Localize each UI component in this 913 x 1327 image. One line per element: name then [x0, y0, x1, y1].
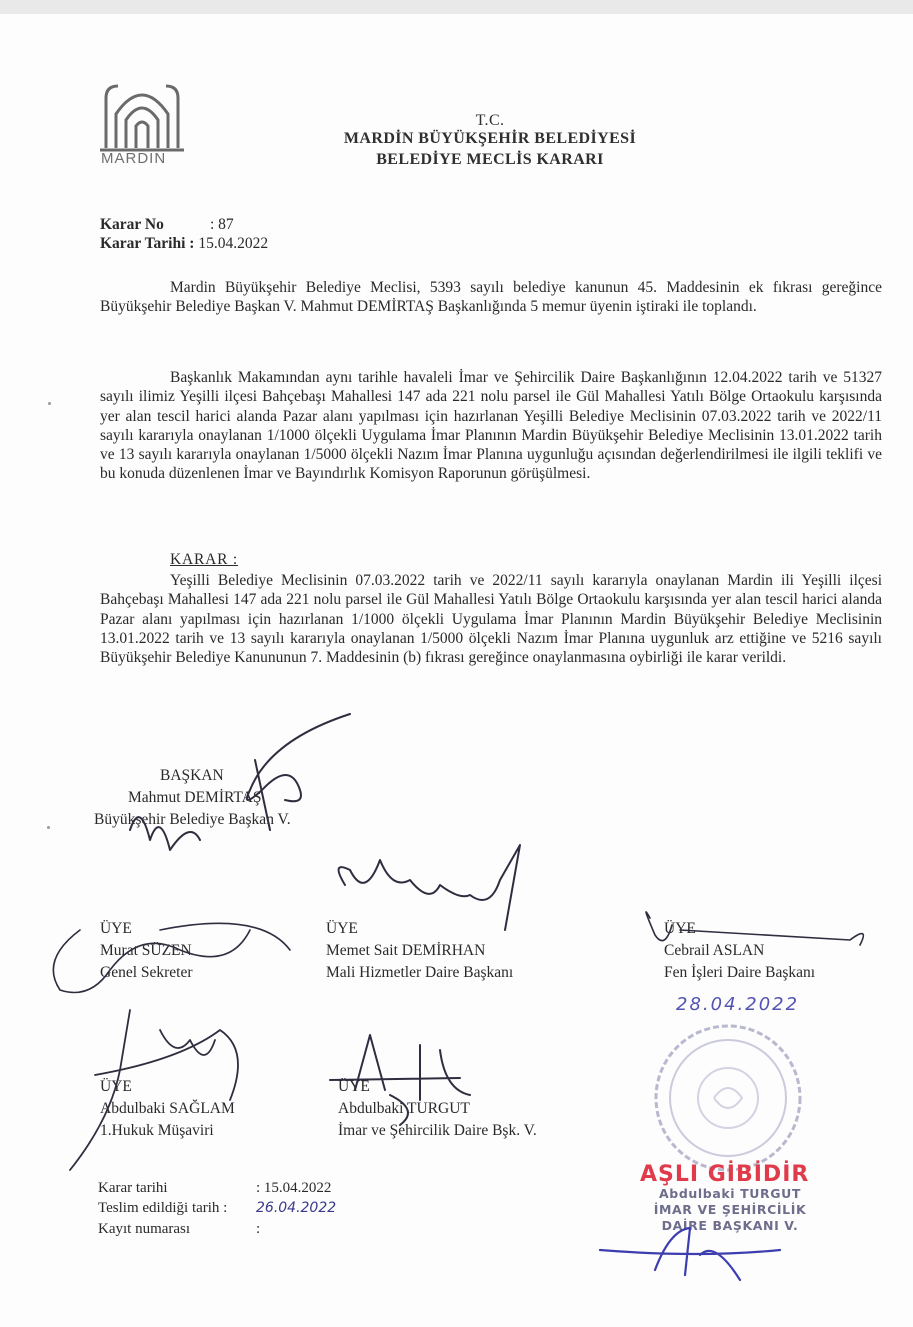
- paragraph-opening-text: Mardin Büyükşehir Belediye Meclisi, 5393 sayılı belediye kanunun 45. Maddesinin ek fıkrası gereğince Büyükşehir Belediye Başkan V. Mahmut DEMİRTAŞ Başkanlığında 5 memur üyenin iştiraki ile toplandı.: [100, 279, 882, 316]
- certifier-dept: İMAR VE ŞEHİRCİLİK: [653, 1202, 807, 1217]
- karar-tarihi-row: [100, 235, 268, 253]
- header-tc: T.C.: [475, 112, 505, 129]
- uye3-title: Fen İşleri Daire Başkanı: [664, 964, 816, 981]
- footer-teslim: [98, 1200, 336, 1217]
- footer-karar-tarihi-value: : 15.04.2022: [256, 1180, 332, 1196]
- uye5-title: İmar ve Şehircilik Daire Bşk. V.: [338, 1122, 537, 1139]
- baskan-role: BAŞKAN: [160, 767, 224, 784]
- footer-teslim-label: Teslim edildiği tarih :: [98, 1200, 228, 1216]
- handwritten-date: 28.04.2022: [676, 994, 800, 1015]
- signature-block-uye-2: [326, 918, 513, 984]
- logo-wordmark: MARDİN: [101, 150, 167, 167]
- karar-no-value: : 87: [210, 216, 234, 233]
- header-municipality: MARDİN BÜYÜKŞEHİR BELEDİYESİ: [343, 130, 637, 147]
- signature-block-uye-5: [338, 1076, 537, 1142]
- uye5-name: Abdulbaki TURGUT: [338, 1100, 470, 1117]
- baskan-name: Mahmut DEMİRTAŞ: [128, 789, 262, 806]
- uye2-name: Memet Sait DEMİRHAN: [326, 942, 486, 959]
- signature-block-uye-1: [100, 918, 193, 984]
- asli-gibidir-stamp: AŞLI GİBİDİR: [640, 1162, 810, 1187]
- punch-mark: [47, 826, 50, 829]
- official-seal-icon: [648, 1018, 808, 1178]
- footer-kayit: [98, 1221, 260, 1238]
- signature-block-uye-4: [100, 1076, 235, 1142]
- paragraph-decision-text: Yeşilli Belediye Meclisinin 07.03.2022 tarih ve 2022/11 sayılı kararıyla onaylanan Mardin ili Yeşilli ilçesi Bahçebaşı Mahallesi 147 ada 221 nolu parsel ile Gül Mahallesi Yatılı Bölge Ortaokulu karşısında yer alan tescil harici alanda Pazar alanı yapılması için hazırlanan 1/1000 ölçekli Uygulama İmar Planının Mardin Büyükşehir Belediye Meclisinin 13.01.2022 tarih ve 13 sayılı kararıyla onaylanan 1/5000 ölçekli Nazım İmar Planına uygunluk arz ettiğine ve 5216 sayılı Büyükşehir Belediye Kanununun 7. Maddesinin (b) fıkrası gereğince onaylanmasına oybirliği ile karar verildi.: [100, 572, 882, 667]
- baskan-title: Büyükşehir Belediye Başkan V.: [94, 811, 291, 828]
- karar-tarihi-value: 15.04.2022: [198, 235, 269, 252]
- karar-heading: KARAR :: [170, 551, 239, 568]
- karar-tarihi-label: Karar Tarihi :: [100, 235, 195, 252]
- certifier-name: Abdulbaki TURGUT: [659, 1186, 801, 1201]
- signature-block-baskan: [94, 765, 291, 831]
- certifier-title: DAİRE BAŞKANI V.: [661, 1218, 799, 1233]
- punch-mark: [48, 402, 51, 405]
- uye1-name: Murat SÜZEN: [100, 942, 192, 959]
- footer-kayit-value: :: [256, 1221, 261, 1237]
- paragraph-decision: [100, 571, 882, 667]
- scan-edge: [0, 0, 913, 14]
- uye2-title: Mali Hizmetler Daire Başkanı: [326, 964, 514, 981]
- paragraph-agenda: [100, 368, 882, 484]
- karar-no-label: Karar No: [100, 216, 164, 233]
- footer-karar-tarihi-label: Karar tarihi: [98, 1180, 168, 1196]
- karar-no-row: [100, 216, 234, 234]
- header-decision-title: BELEDİYE MECLİS KARARI: [376, 151, 604, 168]
- uye1-title: Genel Sekreter: [100, 964, 193, 981]
- uye4-role: ÜYE: [100, 1078, 132, 1095]
- signature-block-uye-3: [664, 918, 815, 984]
- footer-teslim-value: 26.04.2022: [256, 1200, 337, 1216]
- uye2-role: ÜYE: [326, 920, 358, 937]
- uye3-name: Cebrail ASLAN: [664, 942, 765, 959]
- footer-kayit-label: Kayıt numarası: [98, 1221, 191, 1237]
- certifier-stamp-text: [640, 1186, 820, 1234]
- uye5-role: ÜYE: [338, 1078, 370, 1095]
- uye4-title: 1.Hukuk Müşaviri: [100, 1122, 214, 1139]
- uye4-name: Abdulbaki SAĞLAM: [100, 1100, 235, 1117]
- signature-certifier: [600, 1228, 780, 1280]
- paragraph-opening: [100, 278, 882, 317]
- uye1-role: ÜYE: [100, 920, 132, 937]
- uye3-role: ÜYE: [664, 920, 696, 937]
- paragraph-agenda-text: Başkanlık Makamından aynı tarihle havaleli İmar ve Şehircilik Daire Başkanlığının 12.04.2022 tarih ve 51327 sayılı ilimiz Yeşilli ilçesi Bahçebaşı Mahallesi 147 ada 221 nolu parsel ile Gül Mahallesi Yatılı Bölge Ortaokulu karşısında yer alan tescil harici alanda Pazar alanı yapılması için hazırlanan Yeşilli Belediye Meclisinin 07.03.2022 tarih ve 2022/11 sayılı kararıyla onaylanan 1/1000 ölçekli Uygulama İmar Planının Mardin Büyükşehir Belediye Meclisinin 13.01.2022 tarih ve 13 sayılı kararıyla onaylanan 1/5000 ölçekli Nazım İmar Planına uygunluğu açısından değerlendirilmesi ile ilgili teklifi ve bu konuda düzenlenen İmar ve Bayındırlık Komisyon Raporunun görüşülmesi.: [100, 369, 882, 483]
- footer-karar-tarihi: [98, 1180, 331, 1197]
